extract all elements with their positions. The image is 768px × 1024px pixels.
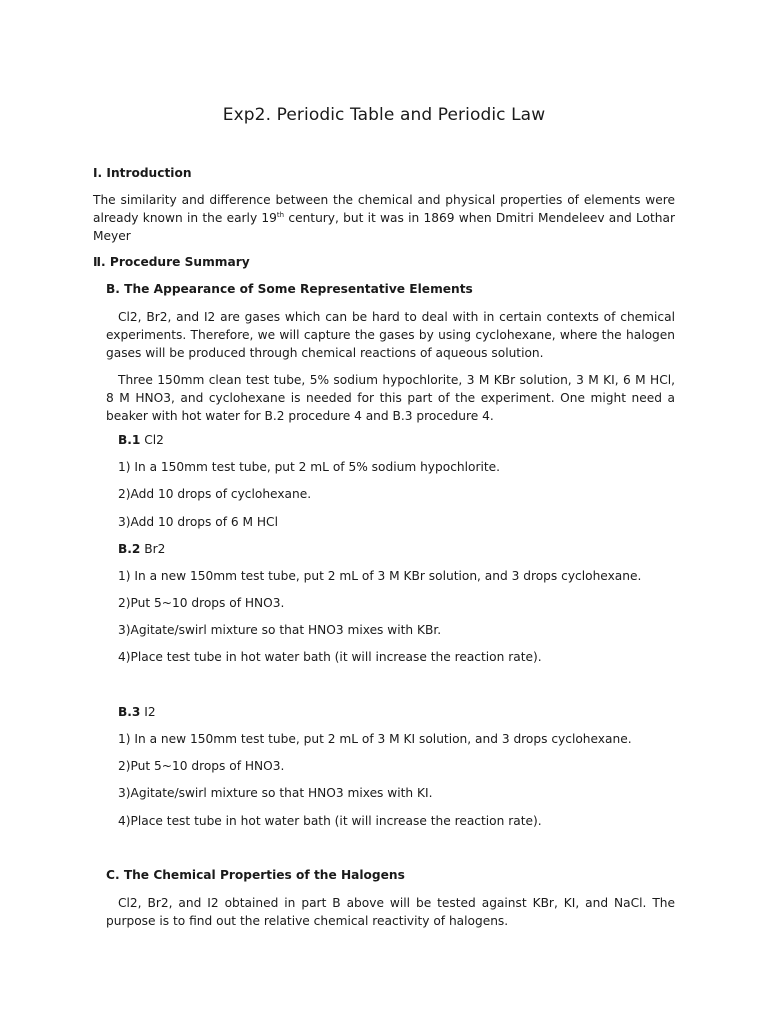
section-c-paragraph: Cl2, Br2, and I2 obtained in part B above will be tested against KBr, KI, and NaCl. The purpose is to find out the relative chemical reactivity of halogens.	[106, 896, 675, 928]
b2-step: 2)Put 5~10 drops of HNO3.	[118, 596, 285, 610]
section-c-heading: C. The Chemical Properties of the Halogens	[106, 868, 405, 882]
b1-label: B.1	[118, 433, 141, 447]
section-b-paragraph-2: Three 150mm clean test tube, 5% sodium hypochlorite, 3 M KBr solution, 3 M KI, 6 M HCl, 8 M HNO3, and cyclohexane is needed for this part of the experiment. One might need a beaker with hot water for B.2 procedure 4 and B.3 procedure 4.	[106, 373, 675, 423]
b2-step: 4)Place test tube in hot water bath (it will increase the reaction rate).	[118, 650, 542, 664]
section-b-paragraph-1: Cl2, Br2, and I2 are gases which can be hard to deal with in certain contexts of chemical experiments. Therefore, we will capture the gases by using cyclohexane, where the halogen gases will be produced through chemical reactions of aqueous solution.	[106, 310, 675, 360]
b2-label: B.2	[118, 542, 141, 556]
b2-name: Br2	[140, 542, 166, 556]
b1-name: Cl2	[140, 433, 164, 447]
b2-heading	[118, 542, 165, 556]
b2-step: 1) In a new 150mm test tube, put 2 mL of 3 M KBr solution, and 3 drops cyclohexane.	[118, 569, 642, 583]
b3-heading	[118, 705, 156, 719]
procedure-heading: Ⅱ. Procedure Summary	[93, 255, 250, 269]
b3-label: B.3	[118, 705, 141, 719]
section-b-heading: B. The Appearance of Some Representative Elements	[106, 282, 473, 296]
b3-step: 4)Place test tube in hot water bath (it will increase the reaction rate).	[118, 814, 542, 828]
intro-text-part1: The similarity and difference between the chemical and physical properties of elements were already known in the early 19	[93, 193, 675, 225]
b3-step: 3)Agitate/swirl mixture so that HNO3 mixes with KI.	[118, 786, 433, 800]
b3-step: 1) In a new 150mm test tube, put 2 mL of 3 M KI solution, and 3 drops cyclohexane.	[118, 732, 632, 746]
b1-step: 3)Add 10 drops of 6 M HCl	[118, 515, 278, 529]
b2-step: 3)Agitate/swirl mixture so that HNO3 mixes with KBr.	[118, 623, 442, 637]
b1-step: 2)Add 10 drops of cyclohexane.	[118, 487, 312, 501]
b1-step: 1) In a 150mm test tube, put 2 mL of 5% sodium hypochlorite.	[118, 460, 501, 474]
b3-step: 2)Put 5~10 drops of HNO3.	[118, 759, 285, 773]
document-title: Exp2. Periodic Table and Periodic Law	[222, 105, 546, 125]
intro-text-part2: century, but it was in 1869 when Dmitri Mendeleev and Lothar Meyer	[93, 211, 675, 243]
b3-name: I2	[140, 705, 156, 719]
b1-heading	[118, 433, 164, 447]
intro-superscript: th	[276, 211, 285, 219]
intro-paragraph	[93, 191, 675, 245]
intro-heading: Ⅰ. Introduction	[93, 166, 192, 180]
